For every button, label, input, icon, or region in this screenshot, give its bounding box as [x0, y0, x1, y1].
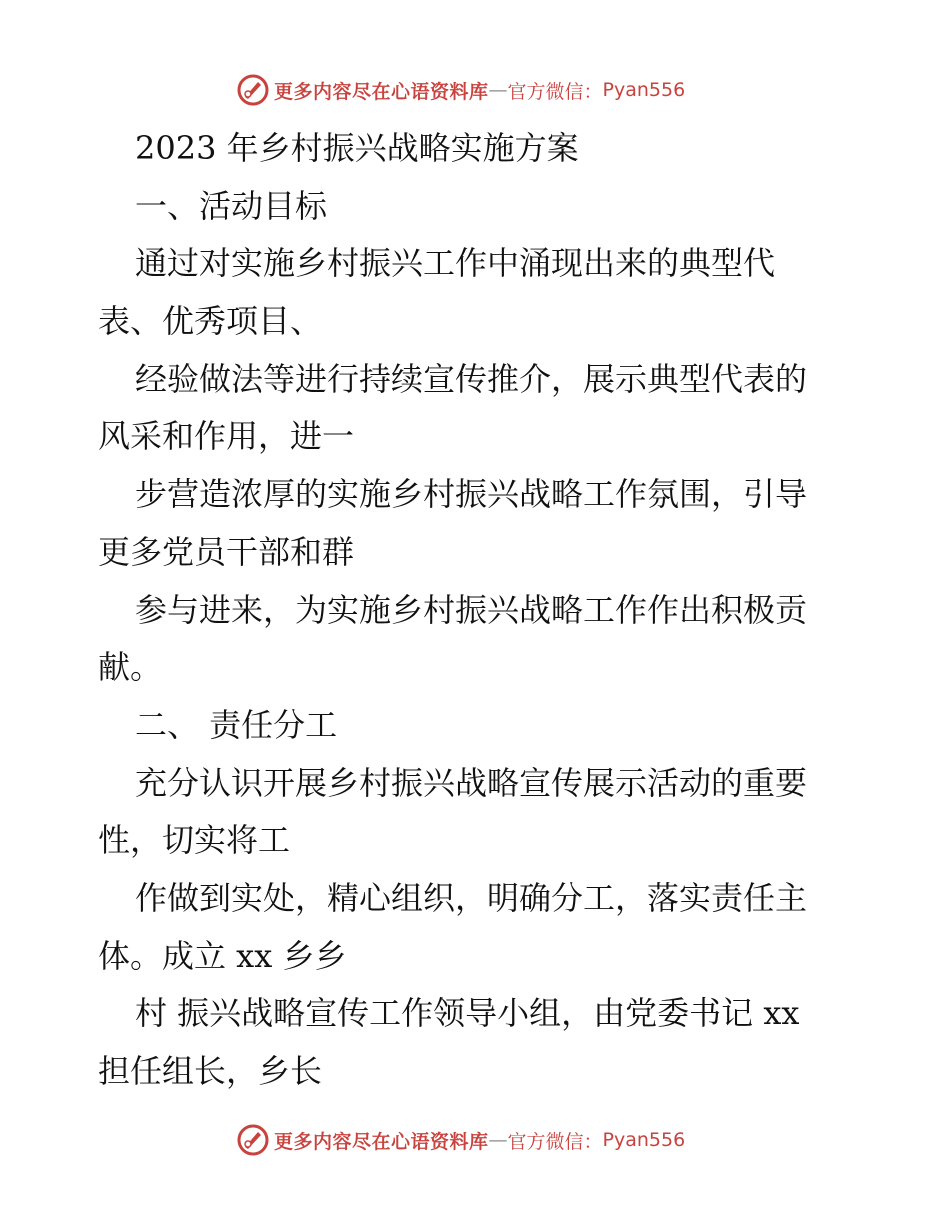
watermark-separator: —	[488, 1129, 508, 1151]
paragraph-line: 作做到实处，精心组织，明确分工，落实责任主	[135, 878, 808, 917]
paragraph-line: 经验做法等进行持续宣传推介，展示典型代表的	[135, 359, 808, 398]
watermark-wechat-label: 官方微信：	[507, 1130, 603, 1153]
document-title: 2023 年乡村振兴战略实施方案	[135, 129, 579, 167]
watermark-separator: —	[488, 79, 508, 101]
paragraph-line: 表、优秀项目、	[98, 302, 323, 341]
logo-icon	[236, 1123, 270, 1157]
watermark-wechat-id: Pyan556	[602, 1129, 686, 1151]
paragraph-line: 体。成立 xx 乡乡	[98, 936, 347, 975]
watermark-wechat-id: Pyan556	[602, 79, 686, 101]
section-heading-2: 二、 责任分工	[135, 705, 338, 744]
paragraph-line: 性，切实将工	[98, 821, 291, 860]
paragraph-line: 更多党员干部和群	[98, 532, 355, 571]
paragraph-line: 通过对实施乡村振兴工作中涌现出来的典型代	[135, 244, 776, 283]
watermark-wechat-label: 官方微信：	[507, 80, 603, 103]
paragraph-line: 村 振兴战略宣传工作领导小组，由党委书记 xx	[135, 994, 800, 1033]
section-heading-1: 一、活动目标	[135, 186, 328, 225]
paragraph-line: 步营造浓厚的实施乡村振兴战略工作氛围，引导	[135, 475, 808, 514]
watermark-main-text: 更多内容尽在心语资料库	[274, 80, 489, 103]
paragraph-line: 担任组长，乡长	[98, 1052, 323, 1090]
logo-icon	[236, 73, 270, 107]
paragraph-line: 风采和作用，进一	[98, 417, 355, 456]
watermark-footer	[236, 1122, 756, 1158]
paragraph-line: 参与进来，为实施乡村振兴战略工作作出积极贡	[135, 590, 808, 629]
paragraph-line: 献。	[98, 648, 163, 687]
watermark-main-text: 更多内容尽在心语资料库	[274, 1130, 489, 1153]
document-body	[98, 120, 854, 1101]
watermark-header	[236, 72, 756, 108]
paragraph-line: 充分认识开展乡村振兴战略宣传展示活动的重要	[135, 763, 808, 802]
